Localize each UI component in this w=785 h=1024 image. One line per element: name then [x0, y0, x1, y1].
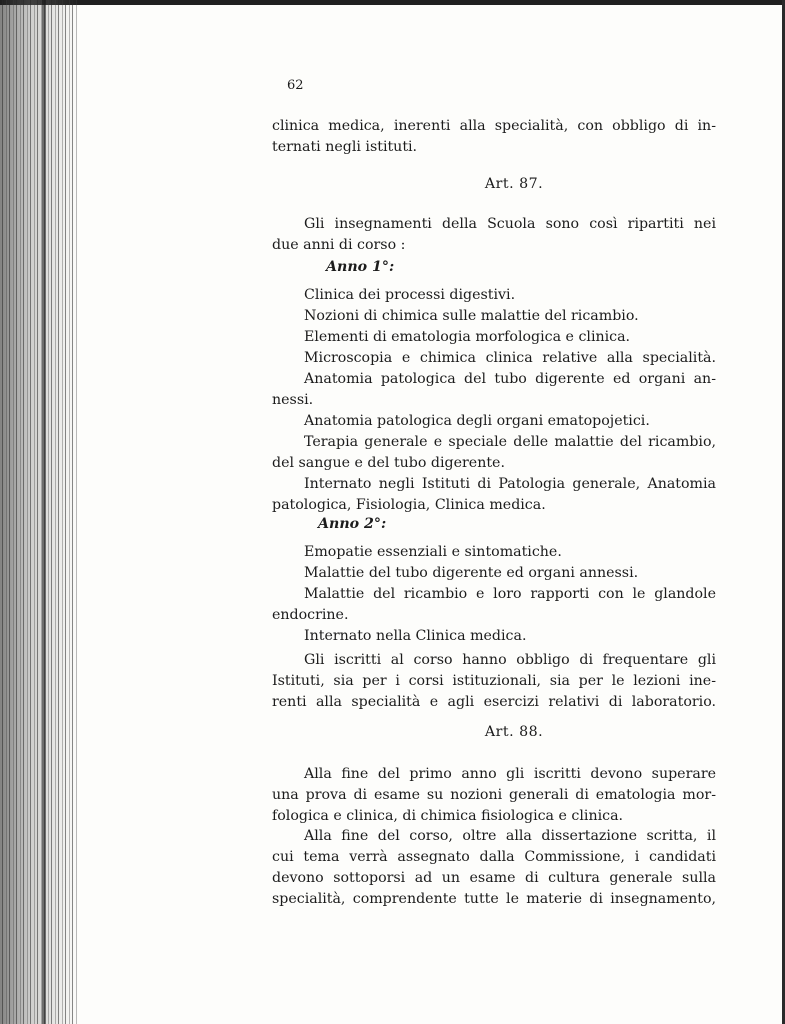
year-1-subjects	[272, 285, 716, 516]
article-88-paragraph-2	[272, 826, 716, 910]
scan-top-edge	[0, 0, 785, 5]
text-line: una prova di esame su nozioni generali di ematologia mor-	[272, 787, 716, 803]
article-87-lead	[272, 214, 716, 256]
subject-line: Nozioni di chimica sulle malattie del ricambio.	[304, 308, 639, 324]
text-line: Istituti, sia per i corsi istituzionali, sia per le lezioni ine-	[272, 673, 716, 689]
text-line: specialità, comprendente tutte le materie di insegnamento,	[272, 891, 716, 907]
page-number: 62	[287, 78, 304, 93]
article-88-paragraph-1	[272, 764, 716, 827]
subject-line: Emopatie essenziali e sintomatiche.	[304, 544, 562, 560]
subject-line: Microscopia e chimica clinica relative alla specialità.	[304, 350, 716, 366]
subject-line: Internato negli Istituti di Patologia generale, Anatomia	[304, 476, 716, 492]
text-line: cui tema verrà assegnato dalla Commissione, i candidati	[272, 849, 716, 865]
text-line: Gli iscritti al corso hanno obbligo di frequentare gli	[304, 652, 716, 668]
text-line: due anni di corso :	[272, 237, 406, 253]
text-line: Alla fine del primo anno gli iscritti devono superare	[304, 766, 716, 782]
subject-line: del sangue e del tubo digerente.	[272, 455, 505, 471]
article-87-heading: Art. 87.	[484, 176, 544, 192]
subject-line: Internato nella Clinica medica.	[304, 628, 527, 644]
intro-paragraph	[272, 116, 716, 158]
text-line: Gli insegnamenti della Scuola sono così ripartiti nei	[304, 216, 716, 232]
text-line: devono sottoporsi ad un esame di cultura generale sulla	[272, 870, 716, 886]
year-2-subjects	[272, 542, 716, 647]
text-line: Alla fine del corso, oltre alla dissertazione scritta, il	[304, 828, 716, 844]
text-line: fologica e clinica, di chimica fisiologica e clinica.	[272, 808, 624, 824]
book-binding-shadow	[0, 0, 78, 1024]
subject-line: nessi.	[272, 392, 314, 408]
subject-line: patologica, Fisiologia, Clinica medica.	[272, 497, 546, 513]
text-line: renti alla specialità e agli esercizi relativi di laboratorio.	[272, 694, 716, 710]
text-line: ternati negli istituti.	[272, 139, 418, 155]
subject-line: Terapia generale e speciale delle malattie del ricambio,	[304, 434, 716, 450]
subject-line: Anatomia patologica degli organi ematopojetici.	[304, 413, 650, 429]
subject-line: Malattie del ricambio e loro rapporti con le glandole	[304, 586, 716, 602]
subject-line: Malattie del tubo digerente ed organi annessi.	[304, 565, 639, 581]
article-88-heading: Art. 88.	[484, 724, 544, 740]
year-2-label: Anno 2°:	[318, 516, 387, 532]
text-line: clinica medica, inerenti alla specialità, con obbligo di in-	[272, 118, 716, 134]
subject-line: Clinica dei processi digestivi.	[304, 287, 516, 303]
article-87-closing	[272, 650, 716, 713]
subject-line: endocrine.	[272, 607, 349, 623]
subject-line: Anatomia patologica del tubo digerente ed organi an-	[304, 371, 716, 387]
year-1-label: Anno 1°:	[326, 259, 395, 275]
subject-line: Elementi di ematologia morfologica e clinica.	[304, 329, 631, 345]
